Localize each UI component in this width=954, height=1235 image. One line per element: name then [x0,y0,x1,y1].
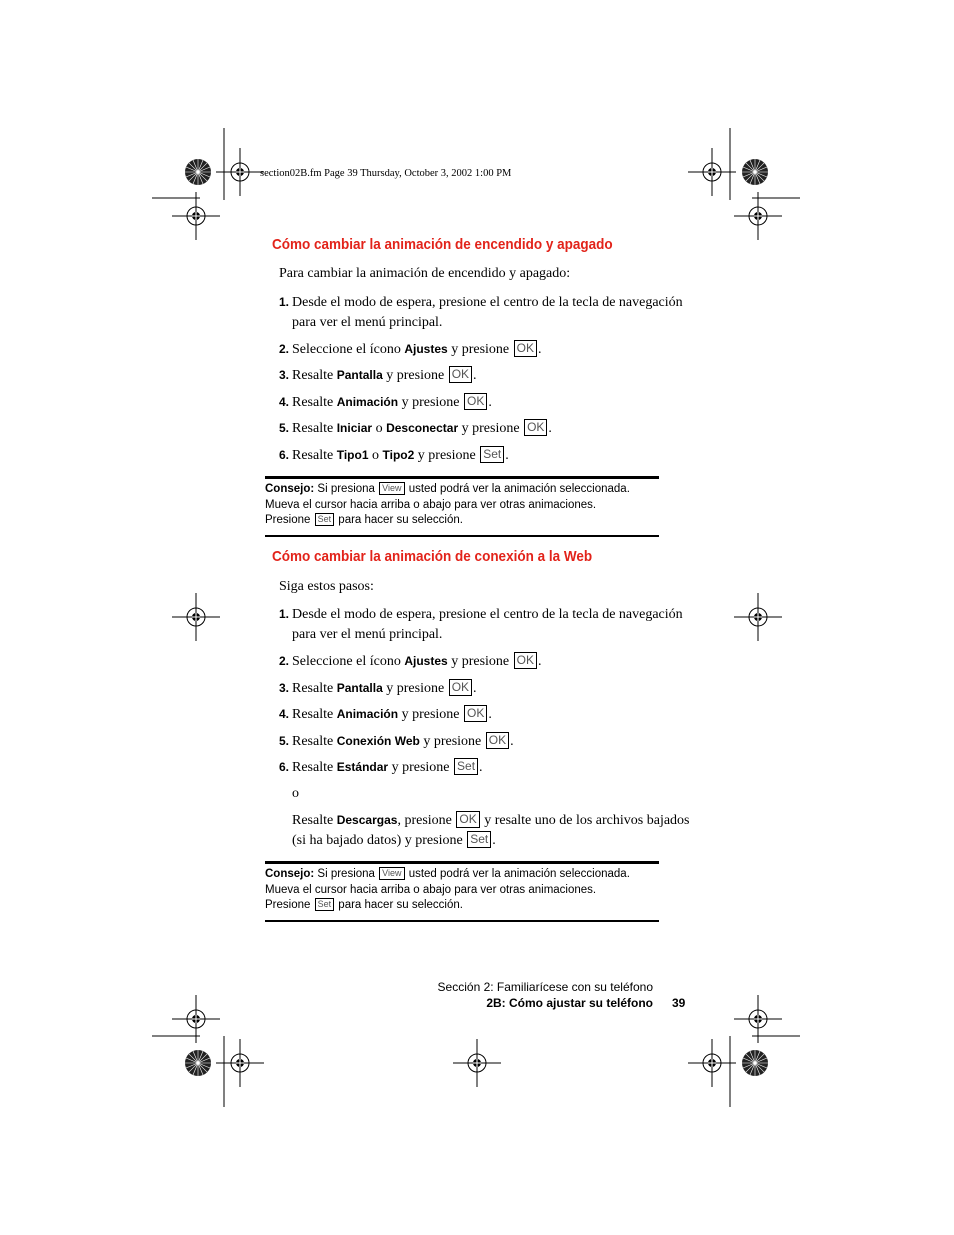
ok-key-icon: OK [449,366,472,383]
registration-mark-icon [453,1039,501,1087]
footer-chapter: 2B: Cómo ajustar su teléfono [486,996,653,1010]
step-item: 5. Resalte Conexión Web y presione OK . [279,733,514,749]
tip-box: Consejo: Si presiona View usted podrá ver la animación seleccionada. Mueva el cursor hacia arriba o abajo para ver otras animaciones. Presione Set para hacer su selección. [265,868,630,911]
view-key-icon: View [379,482,404,495]
star-target-icon [742,1050,768,1076]
step-item: 3. Resalte Pantalla y presione OK . [279,680,477,696]
registration-mark-icon [688,148,736,196]
ok-key-icon: OK [456,811,479,828]
step-item: 4. Resalte Animación y presione OK . [279,706,492,722]
set-key-icon: Set [315,898,335,911]
step-item: 3. Resalte Pantalla y presione OK . [279,367,477,383]
tip-top-rule [265,476,659,479]
section-heading: Cómo cambiar la animación de encendido y apagado [272,236,613,253]
step-item: 5. Resalte Iniciar o Desconectar y presione OK . [279,420,552,436]
registration-mark-icon [216,148,264,196]
ok-key-icon: OK [514,652,537,669]
set-key-icon: Set [480,446,504,463]
ok-key-icon: OK [514,340,537,357]
ok-key-icon: OK [449,679,472,696]
star-target-icon [185,159,211,185]
step-item: 2. Seleccione el ícono Ajustes y presione OK . [279,341,542,357]
tip-top-rule [265,861,659,864]
step-item: 6. Resalte Estándar y presione Set . [279,759,483,775]
registration-mark-icon [216,1039,264,1087]
ok-key-icon: OK [486,732,509,749]
star-target-icon [742,159,768,185]
page-number: 39 [672,996,686,1010]
step-item: 1. Desde el modo de espera, presione el centro de la tecla de navegación para ver el menú principal. [279,607,683,642]
set-key-icon: Set [454,758,478,775]
star-target-icon [185,1050,211,1076]
registration-mark-icon [688,1039,736,1087]
registration-mark-icon [172,593,220,641]
set-key-icon: Set [315,513,335,526]
section-heading: Cómo cambiar la animación de conexión a la Web [272,548,593,565]
tip-box: Consejo: Si presiona View usted podrá ver la animación seleccionada. Mueva el cursor hacia arriba o abajo para ver otras animaciones. Presione Set para hacer su selección. [265,483,630,526]
footer-section: Sección 2: Familiarícese con su teléfono [437,980,653,994]
registration-mark-icon [172,192,220,240]
step-item: 4. Resalte Animación y presione OK . [279,394,492,410]
tip-bottom-rule [265,920,659,922]
step-item: 1. Desde el modo de espera, presione el centro de la tecla de navegación para ver el menú principal. [279,295,683,330]
registration-mark-icon [734,192,782,240]
view-key-icon: View [379,867,404,880]
step-item: 6. Resalte Tipo1 o Tipo2 y presione Set . [279,447,509,463]
ok-key-icon: OK [464,705,487,722]
step-item: 2. Seleccione el ícono Ajustes y presione OK . [279,653,542,669]
file-slug: section02B.fm Page 39 Thursday, October 3, 2002 1:00 PM [260,168,512,179]
or-text: o [292,786,299,801]
section-intro: Para cambiar la animación de encendido y apagado: [279,266,571,281]
ok-key-icon: OK [524,419,547,436]
tip-bottom-rule [265,535,659,537]
ok-key-icon: OK [464,393,487,410]
set-key-icon: Set [467,831,491,848]
section-intro: Siga estos pasos: [279,579,374,594]
step-alternative: Resalte Descargas, presione OK y resalte uno de los archivos bajados (si ha bajado datos) y presione Set . [292,812,690,848]
registration-mark-icon [734,593,782,641]
